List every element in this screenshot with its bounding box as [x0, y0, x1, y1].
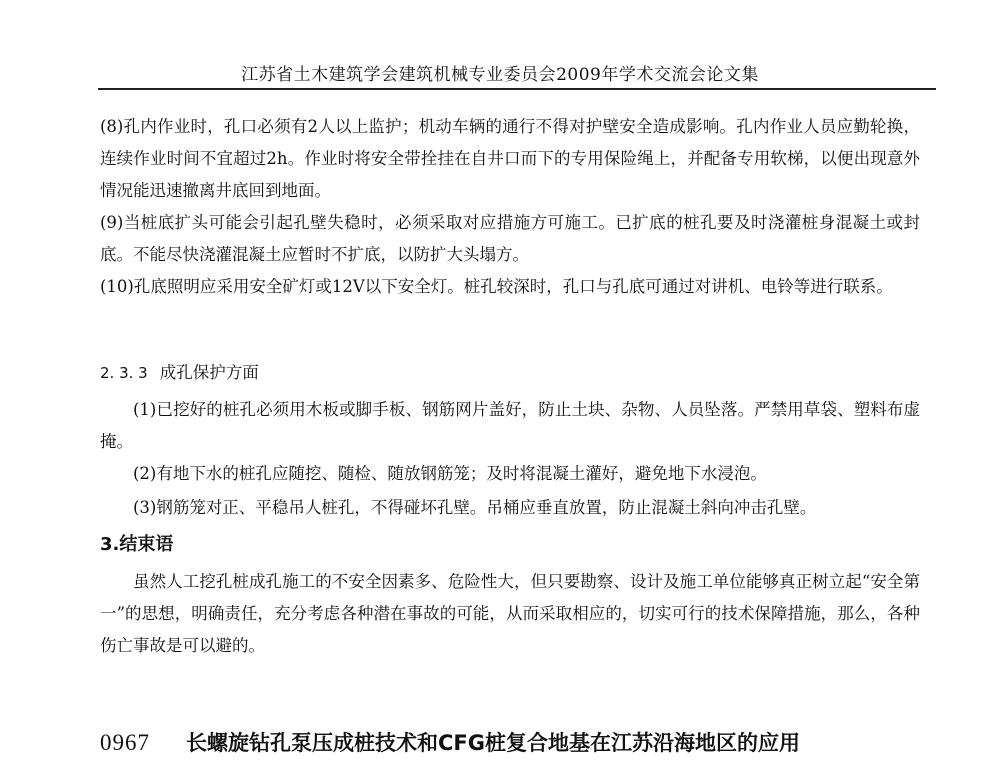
- running-header: 江苏省土木建筑学会建筑机械专业委员会2009年学术交流会论文集: [241, 65, 759, 85]
- article-title: 长螺旋钻孔泵压成桩技术和CFG桩复合地基在江苏沿海地区的应用: [186, 731, 800, 755]
- paragraph-item-10: (10)孔底照明应采用安全矿灯或12V以下安全灯。桩孔较深时，孔口与孔底可通过对讲机、电铃等进行联系。: [100, 277, 893, 296]
- protection-item-2: (2)有地下水的桩孔应随挖、随检、随放钢筋笼；及时将混凝土灌好，避免地下水浸泡。: [133, 464, 767, 483]
- article-number: 0967: [100, 730, 150, 755]
- protection-item-1: (1)已挖好的桩孔必须用木板或脚手板、钢筋网片盖好，防止土块、杂物、人员坠落。严禁用草袋、塑料布虚掩。: [100, 400, 920, 451]
- subsection-number: 2. 3. 3: [100, 364, 148, 382]
- paragraph-item-8: (8)孔内作业时，孔口必须有2人以上监护；机动车辆的通行不得对护壁安全造成影响。孔内作业人员应勤轮换，连续作业时间不宜超过2h。作业时将安全带拴挂在自井口而下的专用保险绳上，并配备专用软梯，以便出现意外情况能迅速撤离井底回到地面。: [100, 117, 920, 200]
- subsection-heading: [100, 357, 920, 389]
- conclusion-paragraph: 虽然人工挖孔桩成孔施工的不安全因素多、危险性大，但只要勘察、设计及施工单位能够真正树立起“安全第一”的思想，明确责任，充分考虑各种潜在事故的可能，从而采取相应的，切实可行的技术保障措施，那么，各种伤亡事故是可以避的。: [100, 572, 920, 655]
- next-article-heading: [100, 727, 980, 757]
- subsection-title: 成孔保护方面: [159, 363, 259, 382]
- protection-item-3: (3)钢筋笼对正、平稳吊人桩孔，不得碰坏孔壁。吊桶应垂直放置，防止混凝土斜向冲击孔壁。: [133, 498, 817, 517]
- paragraph-item-9: (9)当桩底扩头可能会引起孔壁失稳时，必须采取对应措施方可施工。已扩底的桩孔要及时浇灌桩身混凝土或封底。不能尽快浇灌混凝土应暂时不扩底，以防扩大头塌方。: [100, 213, 920, 264]
- header-rule: [98, 88, 936, 90]
- conclusion-heading: 3.结束语: [100, 534, 174, 555]
